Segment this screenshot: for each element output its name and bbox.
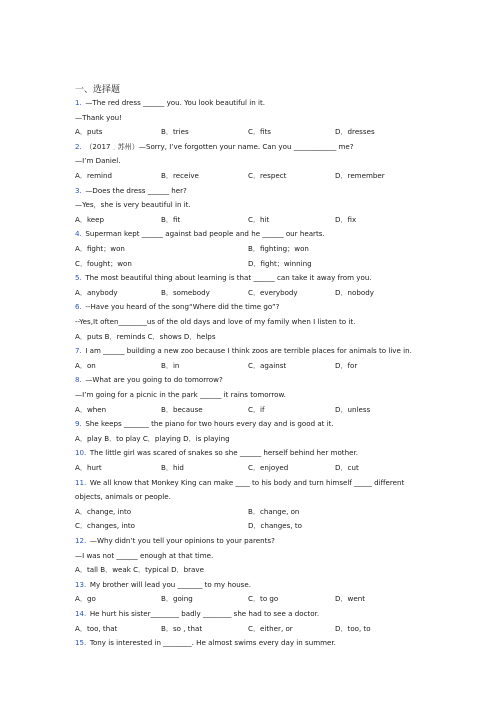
question-number: 11. bbox=[75, 477, 87, 487]
answer-option[interactable]: A．keep bbox=[75, 214, 105, 224]
answer-option[interactable]: A．fight；won bbox=[75, 244, 125, 253]
question-text: She keeps _______ the piano for two hours every day and is good at it. bbox=[85, 419, 334, 429]
answer-option[interactable]: A．anybody bbox=[75, 287, 118, 297]
question-number: 1. bbox=[75, 98, 82, 107]
answer-option[interactable]: B．fighting；won bbox=[248, 244, 309, 253]
question-text: —I was not ______ enough at that time. bbox=[75, 550, 214, 560]
question-stem bbox=[75, 229, 325, 239]
question-stem bbox=[75, 536, 275, 546]
question-text: —The red dress ______ you. You look beautiful in it. bbox=[85, 98, 266, 107]
answer-option[interactable]: C．fought；won bbox=[75, 258, 132, 268]
question-line bbox=[75, 113, 122, 123]
answer-option[interactable]: B．receive bbox=[161, 171, 199, 180]
answer-option[interactable]: D．dresses bbox=[335, 127, 375, 137]
question-stem bbox=[75, 273, 372, 283]
answer-option[interactable]: B．going bbox=[161, 594, 193, 604]
answer-option[interactable]: B．change, on bbox=[248, 506, 300, 516]
question-stem bbox=[75, 580, 251, 590]
question-text: —Why didn’t you tell your opinions to your parents? bbox=[89, 536, 275, 545]
question-stem bbox=[75, 375, 223, 385]
answer-option[interactable]: D．changes, to bbox=[248, 521, 302, 531]
question-number: 10. bbox=[75, 448, 87, 458]
question-text: objects, animals or people. bbox=[75, 492, 171, 502]
question-text: The little girl was scared of snakes so she ______ herself behind her mother. bbox=[89, 448, 358, 458]
question-stem bbox=[75, 346, 412, 356]
answer-option[interactable]: A．too, that bbox=[75, 623, 118, 633]
question-line bbox=[75, 390, 286, 400]
answer-option[interactable]: C．hit bbox=[248, 214, 270, 224]
answer-option[interactable]: D．unless bbox=[335, 404, 371, 414]
answer-option[interactable]: A．go bbox=[75, 594, 96, 604]
question-number: 8. bbox=[75, 375, 82, 385]
question-text: —What are you going to do tomorrow? bbox=[85, 375, 223, 385]
question-number: 5. bbox=[75, 273, 82, 283]
answer-option[interactable]: C．to go bbox=[248, 594, 279, 604]
question-number: 14. bbox=[75, 609, 87, 618]
answer-option[interactable]: D．for bbox=[335, 360, 358, 370]
question-text: —I’m Daniel. bbox=[75, 156, 121, 166]
answer-option[interactable]: C．against bbox=[248, 360, 287, 370]
answer-option[interactable]: C．enjoyed bbox=[248, 463, 289, 472]
question-text: I am ______ building a new zoo because I think zoos are terrible places for animals to live in. bbox=[85, 346, 412, 356]
question-text: —Yes，she is very beautiful in it. bbox=[75, 200, 191, 210]
question-text: —Does the dress ______ her? bbox=[85, 185, 187, 195]
question-number: 2. bbox=[75, 141, 82, 151]
answer-option[interactable]: A．remind bbox=[75, 171, 112, 180]
question-number: 15. bbox=[75, 638, 87, 648]
question-text: --Have you heard of the song“Where did the time go”? bbox=[85, 302, 280, 312]
answer-option[interactable]: D．fix bbox=[335, 214, 357, 224]
question-text: We all know that Monkey King can make ____ to his body and turn himself _____ different bbox=[89, 477, 405, 487]
question-stem bbox=[75, 638, 336, 648]
question-text: —Thank you! bbox=[75, 112, 123, 122]
answer-option[interactable]: B．so , that bbox=[161, 623, 203, 633]
answer-option[interactable]: C．respect bbox=[248, 171, 287, 180]
answer-option[interactable]: C．if bbox=[248, 404, 265, 414]
answer-option[interactable]: A．on bbox=[75, 360, 96, 370]
question-number: 13. bbox=[75, 579, 87, 589]
question-line bbox=[75, 317, 355, 327]
answer-option[interactable]: D．cut bbox=[335, 463, 359, 472]
answer-option[interactable]: A．when bbox=[75, 404, 107, 414]
question-number: 12. bbox=[75, 536, 87, 545]
answer-options-inline[interactable]: A．tall B．weak C．typical D．brave bbox=[75, 565, 204, 575]
answer-option[interactable]: B．fit bbox=[161, 214, 181, 224]
question-line bbox=[75, 551, 213, 561]
question-stem bbox=[75, 478, 404, 488]
question-stem bbox=[75, 98, 265, 108]
question-text: Tony is interested in ________. He almost swims every day in summer. bbox=[89, 638, 336, 648]
answer-option[interactable]: C．either, or bbox=[248, 623, 293, 633]
answer-option[interactable]: A．hurt bbox=[75, 463, 102, 472]
question-line bbox=[75, 492, 171, 502]
question-text: （2017﹒苏州）—Sorry, I’ve forgotten your name. Can you ____________ me? bbox=[85, 141, 354, 151]
answer-option[interactable]: C．fits bbox=[248, 127, 271, 137]
answer-option[interactable]: B．because bbox=[161, 404, 203, 414]
answer-option[interactable]: D．remember bbox=[335, 171, 385, 180]
question-stem bbox=[75, 448, 358, 458]
question-stem bbox=[75, 609, 319, 619]
answer-option[interactable]: D．went bbox=[335, 594, 365, 604]
question-stem bbox=[75, 419, 334, 429]
answer-option[interactable]: B．in bbox=[161, 360, 180, 370]
question-stem bbox=[75, 142, 354, 152]
question-text: My brother will lead you _______ to my house. bbox=[89, 579, 252, 589]
answer-option[interactable]: D．fight；winning bbox=[248, 258, 312, 268]
answer-option[interactable]: C．everybody bbox=[248, 287, 298, 297]
question-number: 9. bbox=[75, 419, 82, 429]
question-text: He hurt his sister________ badly ________ she had to see a doctor. bbox=[89, 609, 320, 618]
answer-option[interactable]: B．tries bbox=[161, 127, 189, 137]
question-stem bbox=[75, 186, 187, 196]
question-number: 4. bbox=[75, 229, 82, 239]
question-line bbox=[75, 200, 191, 210]
question-text: The most beautiful thing about learning is that ______ can take it away from you. bbox=[85, 273, 372, 283]
question-text: Superman kept ______ against bad people and he ______ our hearts. bbox=[85, 229, 325, 239]
answer-option[interactable]: A．change, into bbox=[75, 506, 132, 516]
answer-option[interactable]: C．changes, into bbox=[75, 521, 135, 531]
section-title: 一、选择题 bbox=[75, 85, 121, 95]
question-line bbox=[75, 156, 120, 166]
question-number: 3. bbox=[75, 185, 82, 195]
question-number: 6. bbox=[75, 302, 82, 312]
question-text: --Yes,It often________us of the old days and love of my family when I listen to it. bbox=[75, 317, 356, 326]
answer-option[interactable]: A．puts bbox=[75, 127, 103, 137]
answer-option[interactable]: D．too, to bbox=[335, 623, 371, 633]
question-stem bbox=[75, 302, 279, 312]
answer-options-inline[interactable]: A．play B．to play C．playing D．is playing bbox=[75, 433, 230, 443]
question-number: 7. bbox=[75, 346, 82, 356]
answer-option[interactable]: B．somebody bbox=[161, 287, 210, 297]
answer-options-inline[interactable]: A．puts B．reminds C．shows D．helps bbox=[75, 331, 216, 341]
answer-option[interactable]: D．nobody bbox=[335, 287, 374, 297]
answer-option[interactable]: B．hid bbox=[161, 463, 184, 472]
question-text: —I’m going for a picnic in the park ______ it rains tomorrow. bbox=[75, 390, 286, 399]
